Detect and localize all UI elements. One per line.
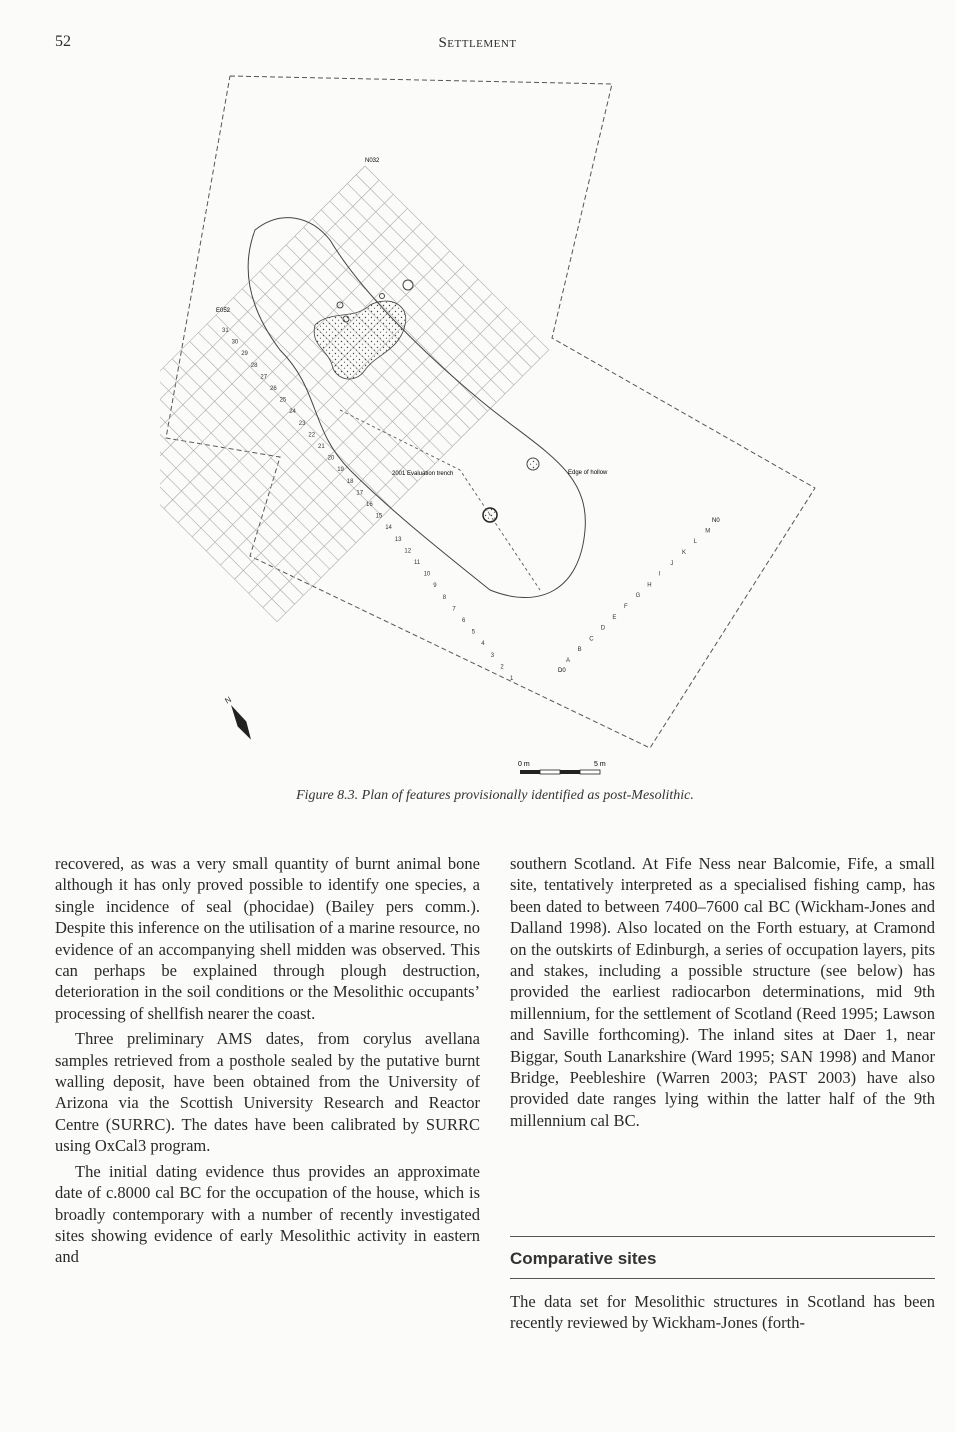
posthole xyxy=(403,280,413,290)
grid-row-label: 31 xyxy=(222,328,229,334)
grid-row-label: 25 xyxy=(279,397,287,404)
grid-row-label: 11 xyxy=(414,560,421,566)
grid-column-label: G xyxy=(635,593,641,600)
label-edge-of-hollow: Edge of hollow xyxy=(568,470,608,476)
page-number: 52 xyxy=(55,33,71,50)
grid-row-label: 3 xyxy=(490,652,495,659)
grid-line xyxy=(249,322,521,594)
grid-column-label: C xyxy=(589,636,594,643)
posthole xyxy=(337,302,343,308)
running-head: Settlement xyxy=(438,35,517,51)
right-column xyxy=(510,853,935,1131)
grid-column-label: J xyxy=(670,560,674,567)
label-n032: N032 xyxy=(365,158,380,164)
left-column xyxy=(55,853,480,1268)
grid-column-label: K xyxy=(682,550,687,556)
grid-column-label: H xyxy=(647,582,652,589)
grid-column-label: F xyxy=(624,604,628,610)
grid-row-label: 1 xyxy=(510,676,514,682)
north-arrow xyxy=(222,694,256,742)
grid-column-label: B xyxy=(577,647,582,654)
grid-row-label: 2 xyxy=(500,664,504,671)
posthole xyxy=(380,294,385,299)
grid-line xyxy=(160,376,338,560)
grid-row-label: 21 xyxy=(318,444,325,450)
grid-column-label: D xyxy=(600,625,606,632)
grid-row-label: 23 xyxy=(298,420,306,427)
grid-row-label: 17 xyxy=(356,490,364,497)
grid-row-label: 20 xyxy=(327,455,335,462)
grid-row-label: 9 xyxy=(433,583,437,590)
burnt-deposit xyxy=(314,301,406,379)
grid-row-label: 26 xyxy=(270,386,277,392)
grid-line xyxy=(160,438,277,622)
scale-bar xyxy=(518,761,606,774)
survey-grid xyxy=(160,166,549,622)
grid-row-label: 27 xyxy=(260,374,268,381)
body-paragraph: southern Scotland. At Fife Ness near Balcomie, Fife, a small site, tentatively interpreted as a specialised fishing camp, has been dated to between 7400–7600 cal BC (Wickham-Jones and Dalland 1998). Also located on the Forth estuary, at Cramond on the outskirts of Edinburgh, a series of occupation layers, pits and stakes, including a possible structure (see below) has provided the earliest radiocarbon determinations, mid 9th millennium, for the settlement of Scotland (Reed 1995; Lawson and Saville forthcoming). The inland sites at Daer 1, near Biggar, South Lanarkshire (Ward 1995; SAN 1998) and Manor Bridge, Peebleshire (Warren 2003; PAST 2003) have also provided date ranges lying within the latter half of the 9th millennium cal BC. xyxy=(510,854,935,1130)
grid-row-label: 14 xyxy=(385,525,392,532)
grid-line xyxy=(164,237,436,509)
body-paragraph: The data set for Mesolithic structures in Scotland has been recently reviewed by Wickham-Jones (forth- xyxy=(510,1292,935,1333)
grid-column-label: L xyxy=(693,539,697,546)
grid-column-labels xyxy=(566,528,710,664)
grid-row-label: 24 xyxy=(289,409,296,416)
site-plan-figure xyxy=(160,70,830,790)
svg-text:N: N xyxy=(223,694,233,706)
grid-line xyxy=(192,265,464,537)
label-n0: N0 xyxy=(712,518,720,524)
grid-row-label: 29 xyxy=(241,351,248,358)
section-body xyxy=(510,1291,935,1334)
section-heading: Comparative sites xyxy=(510,1249,657,1268)
grid-row-label: 19 xyxy=(337,467,344,474)
figure-caption: Figure 8.3. Plan of features provisionally identified as post-Mesolithic. xyxy=(296,788,694,803)
grid-column-label: I xyxy=(658,571,661,578)
grid-column-label: A xyxy=(566,658,571,664)
grid-line xyxy=(178,251,450,523)
body-paragraph: The initial dating evidence thus provides an approximate date of c.8000 cal BC for the occupation of the house, which is broadly contemporary with a number of recently investigated sites showing evidence of early Mesolithic activity in eastern and xyxy=(55,1161,480,1267)
grid-column-label: E xyxy=(612,614,617,621)
grid-row-label: 10 xyxy=(423,571,431,578)
grid-line xyxy=(181,350,365,534)
label-d0: D0 xyxy=(558,668,566,674)
grid-row-label: 4 xyxy=(481,641,485,648)
svg-text:0 m: 0 m xyxy=(518,761,530,768)
grid-row-label: 6 xyxy=(462,618,466,624)
pit-feature xyxy=(527,458,539,470)
grid-row-label: 15 xyxy=(375,513,383,520)
section-rule-top xyxy=(510,1236,935,1237)
grid-line xyxy=(277,350,549,622)
grid-row-label: 13 xyxy=(394,536,402,543)
body-paragraph: Three preliminary AMS dates, from corylus avellana samples retrieved from a posthole sealed by the putative burnt walling deposit, have been obtained from the University of Arizona via the Scottish University Research and Reactor Centre (SURRC). The dates have been calibrated by SURRC using OxCal3 program. xyxy=(55,1029,480,1156)
grid-row-label: 22 xyxy=(308,432,316,439)
grid-line xyxy=(160,403,312,587)
grid-line xyxy=(160,429,286,613)
svg-text:5 m: 5 m xyxy=(594,761,606,768)
label-evaluation-trench: 2001 Evaluation trench xyxy=(392,471,454,477)
grid-row-label: 7 xyxy=(452,606,456,613)
grid-row-label: 30 xyxy=(231,339,239,346)
site-plan-drawing xyxy=(160,70,830,790)
grid-row-label: 16 xyxy=(366,502,373,508)
grid-line xyxy=(160,420,295,604)
grid-line xyxy=(172,359,356,543)
grid-row-label: 8 xyxy=(442,594,447,601)
grid-row-label: 12 xyxy=(404,548,412,555)
grid-row-label: 18 xyxy=(346,478,354,485)
grid-column-label: M xyxy=(705,528,711,535)
label-e052: E052 xyxy=(216,308,231,314)
grid-row-label: 28 xyxy=(250,362,258,369)
grid-row-label: 5 xyxy=(471,629,475,636)
body-paragraph: recovered, as was a very small quantity of burnt animal bone although it has only proved possible to identify one species, a single incidence of seal (phocidae) (Bailey pers comm.). Despite this inference on the utilisation of a marine resource, no evidence of an accompanying shell midden was observed. This can perhaps be explained through plough destruction, deterioration in the soil conditions or the Mesolithic occupants’ processing of shellfish nearer the coast. xyxy=(55,854,480,1023)
section-rule-bottom xyxy=(510,1278,935,1279)
grid-line xyxy=(163,368,347,552)
site-boundary xyxy=(166,76,815,748)
